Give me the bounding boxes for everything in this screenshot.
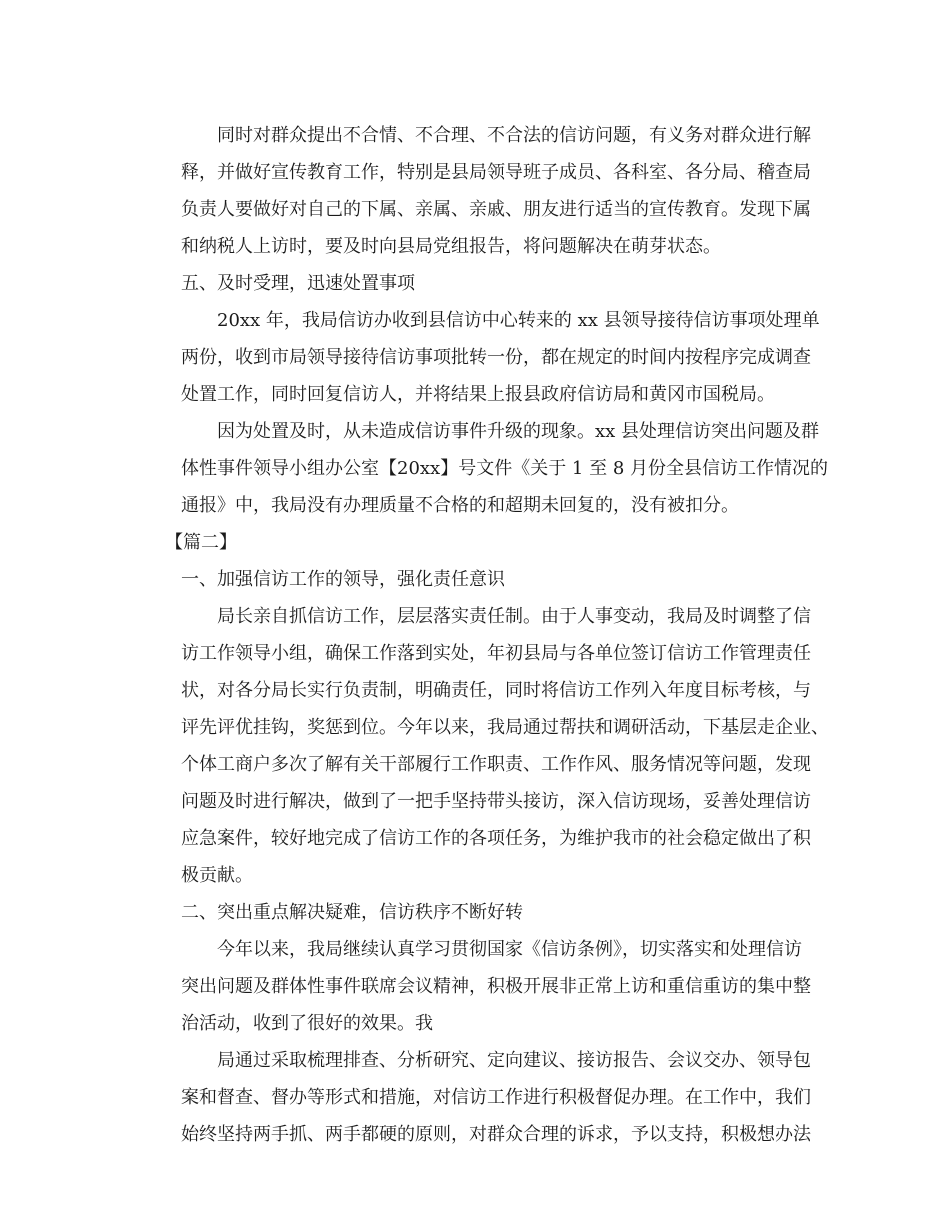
paragraph-key-issues (145, 931, 815, 1042)
part-two-heading: 【篇二】 (165, 532, 237, 553)
paragraph-measures (145, 1042, 815, 1153)
paragraph-timely-acceptance (145, 302, 820, 413)
text-line: 治活动，收到了很好的效果。我 (181, 1013, 433, 1034)
document-body (145, 117, 829, 1153)
text-line: 突出问题及群体性事件联席会议精神，积极开展非正常上访和重信重访的集中整 (181, 976, 811, 997)
text-line: 局通过采取梳理排查、分析研究、定向建议、接访报告、会议交办、领导包 (217, 1050, 811, 1071)
text-line: 访工作领导小组，确保工作落到实处，年初县局与各单位签订信访工作管理责任 (181, 643, 811, 664)
text-line: 20xx 年，我局信访办收到县信访中心转来的 xx 县领导接待信访事项处理单 (217, 310, 820, 331)
text-line: 今年以来，我局继续认真学习贯彻国家《信访条例》，切实落实和处理信访 (217, 939, 802, 960)
text-line: 状，对各分局长实行负责制，明确责任，同时将信访工作列入年度目标考核，与 (181, 680, 811, 701)
text-line: 处置工作，同时回复信访人，并将结果上报县政府信访局和黄冈市国税局。 (181, 384, 775, 405)
text-line: 体性事件领导小组办公室【20xx】号文件《关于 1 至 8 月份全县信访工作情况的 (181, 458, 828, 479)
text-line: 和纳税人上访时，要及时向县局党组报告，将问题解决在萌芽状态。 (181, 236, 721, 257)
text-line: 个体工商户多次了解有关干部履行工作职责、工作作风、服务情况等问题，发现 (181, 754, 811, 775)
text-line: 因为处置及时，从未造成信访事件升级的现象。xx 县处理信访突出问题及群 (217, 421, 820, 442)
text-line: 两份，收到市局领导接待信访事项批转一份，都在规定的时间内按程序完成调查 (181, 347, 811, 368)
text-line: 始终坚持两手抓、两手都硬的原则，对群众合理的诉求，予以支持，积极想办法 (181, 1124, 811, 1145)
paragraph-complaint-handling (145, 117, 815, 265)
paragraph-no-escalation (145, 413, 828, 524)
text-line: 应急案件，较好地完成了信访工作的各项任务，为维护我市的社会稳定做出了积 (181, 828, 811, 849)
text-line: 同时对群众提出不合情、不合理、不合法的信访问题，有义务对群众进行解 (217, 125, 811, 146)
text-line: 案和督查、督办等形式和措施，对信访工作进行积极督促办理。在工作中，我们 (181, 1087, 811, 1108)
text-line: 释，并做好宣传教育工作，特别是县局领导班子成员、各科室、各分局、稽查局 (181, 162, 811, 183)
text-line: 问题及时进行解决，做到了一把手坚持带头接访，深入信访现场，妥善处理信访 (181, 791, 811, 812)
paragraph-leadership (145, 598, 829, 894)
section-heading-2: 二、突出重点解决疑难，信访秩序不断好转 (181, 902, 523, 923)
text-line: 局长亲自抓信访工作，层层落实责任制。由于人事变动，我局及时调整了信 (217, 606, 811, 627)
text-line: 极贡献。 (181, 865, 253, 886)
section-heading-5: 五、及时受理，迅速处置事项 (181, 273, 415, 294)
text-line: 通报》中，我局没有办理质量不合格的和超期未回复的，没有被扣分。 (181, 495, 739, 516)
section-heading-1: 一、加强信访工作的领导，强化责任意识 (181, 569, 505, 590)
text-line: 评先评优挂钩，奖惩到位。今年以来，我局通过帮扶和调研活动，下基层走企业、 (181, 717, 829, 738)
text-line: 负责人要做好对自己的下属、亲属、亲戚、朋友进行适当的宣传教育。发现下属 (181, 199, 811, 220)
